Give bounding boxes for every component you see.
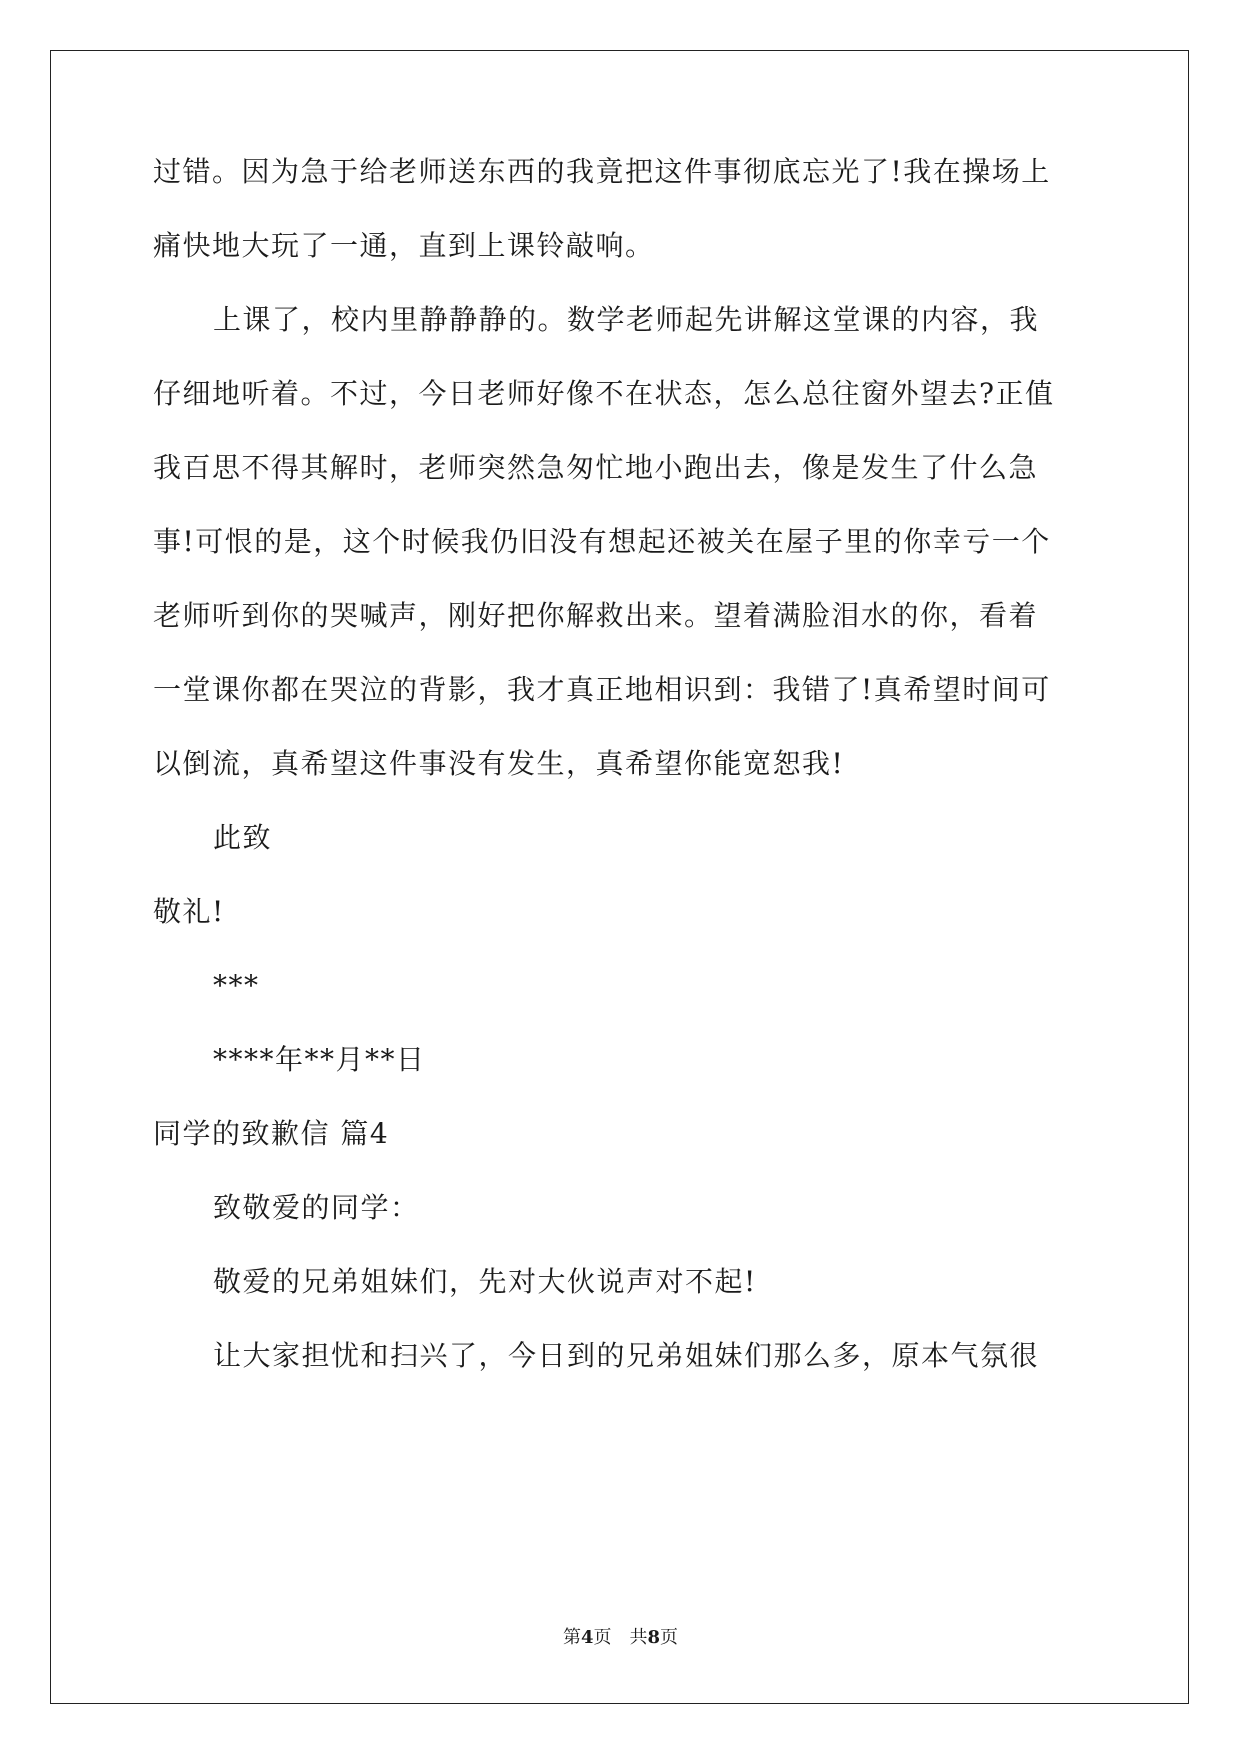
text-line: 过错。因为急于给老师送东西的我竟把这件事彻底忘光了!我在操场上 <box>153 155 1051 188</box>
footer-total-suffix: 页 <box>660 1627 679 1648</box>
paragraph-start: 让大家担忧和扫兴了，今日到的兄弟姐妹们那么多，原本气氛很 <box>213 1339 1040 1372</box>
current-page-number: 4 <box>580 1627 594 1648</box>
footer-total-prefix: 共 <box>629 1627 648 1648</box>
page-footer <box>0 1626 1241 1650</box>
greeting: 致敬爱的同学： <box>213 1191 420 1224</box>
text-line: 我百思不得其解时，老师突然急匆忙地小跑出去，像是发生了什么急 <box>153 451 1039 484</box>
text-line: 痛快地大玩了一通，直到上课铃敲响。 <box>153 229 655 262</box>
footer-page-prefix: 第 <box>562 1627 581 1648</box>
paragraph-start: 敬爱的兄弟姐妹们，先对大伙说声对不起! <box>213 1265 757 1298</box>
closing-regards: 敬礼! <box>153 895 225 928</box>
footer-page-suffix: 页 <box>593 1627 612 1648</box>
closing-salutation: 此致 <box>213 821 273 854</box>
paragraph-start: 上课了，校内里静静静的。数学老师起先讲解这堂课的内容，我 <box>213 303 1040 336</box>
text-line: 老师听到你的哭喊声，刚好把你解救出来。望着满脸泪水的你，看着 <box>153 599 1039 632</box>
text-line: 仔细地听着。不过，今日老师好像不在状态，怎么总往窗外望去?正值 <box>153 377 1055 410</box>
text-line: 以倒流，真希望这件事没有发生，真希望你能宽恕我! <box>153 747 845 780</box>
text-line: 事!可恨的是，这个时候我仍旧没有想起还被关在屋子里的你幸亏一个 <box>153 525 1051 558</box>
total-page-number: 8 <box>647 1627 661 1648</box>
signature: *** <box>213 969 260 1002</box>
section-heading: 同学的致歉信 篇4 <box>153 1117 390 1150</box>
text-line: 一堂课你都在哭泣的背影，我才真正地相识到：我错了!真希望时间可 <box>153 673 1051 706</box>
page-border <box>50 50 1189 1704</box>
date-line: ****年**月**日 <box>213 1043 426 1076</box>
